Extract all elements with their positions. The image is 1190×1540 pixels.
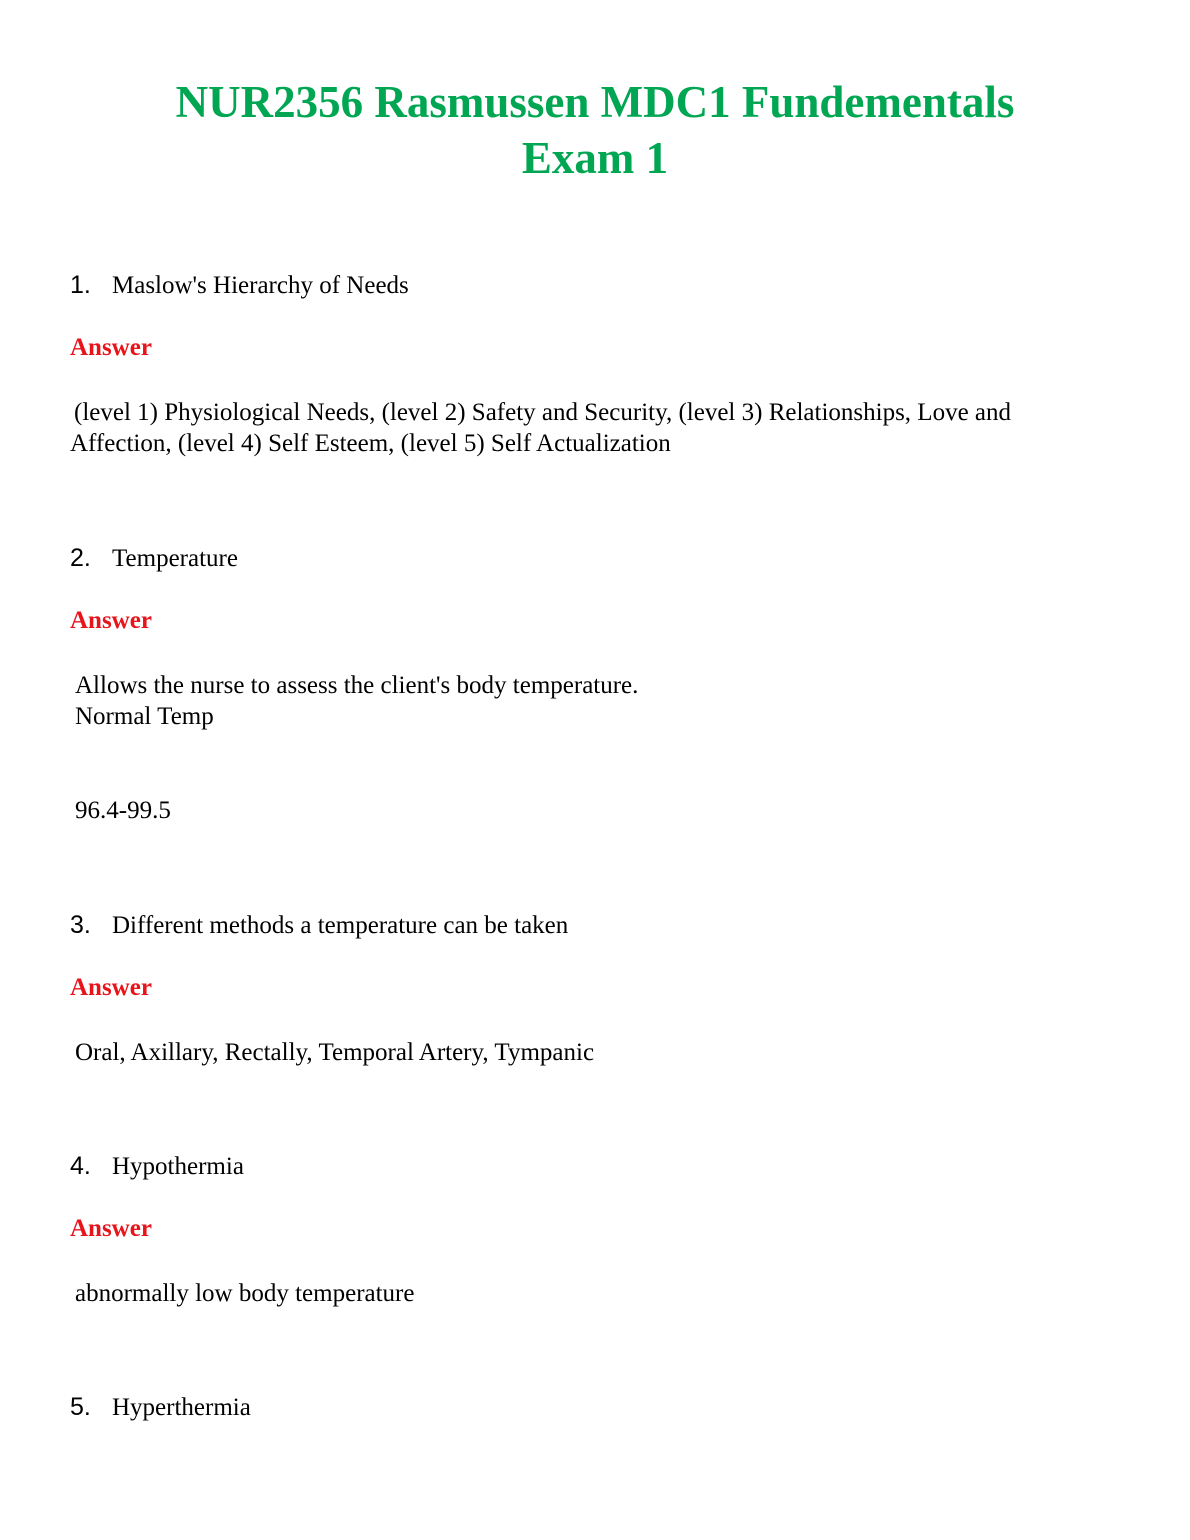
question-number: 1. <box>70 271 91 299</box>
question-text: Maslow's Hierarchy of Needs <box>112 272 409 299</box>
title-line-2: Exam 1 <box>521 133 669 183</box>
answer-label: Answer <box>70 974 152 1001</box>
question-number: 4. <box>70 1152 91 1180</box>
question-text: Different methods a temperature can be taken <box>112 912 569 939</box>
answer-label: Answer <box>70 1215 152 1242</box>
question-2 <box>70 544 238 573</box>
question-text: Temperature <box>112 545 238 572</box>
question-text: Hypothermia <box>112 1153 244 1180</box>
answer-text-line: 96.4-99.5 <box>75 797 171 824</box>
question-5 <box>70 1393 251 1422</box>
answer-text-line: Normal Temp <box>75 703 214 730</box>
question-number: 5. <box>70 1393 91 1421</box>
question-1 <box>70 271 409 300</box>
answer-text-line: Oral, Axillary, Rectally, Temporal Artery, Tympanic <box>75 1039 595 1066</box>
question-3 <box>70 911 568 940</box>
question-4 <box>70 1152 244 1181</box>
question-number: 2. <box>70 544 91 572</box>
answer-label: Answer <box>70 607 152 634</box>
answer-text-line: Allows the nurse to assess the client's body temperature. <box>75 672 639 699</box>
question-text: Hyperthermia <box>112 1394 251 1421</box>
answer-label: Answer <box>70 334 152 361</box>
question-number: 3. <box>70 911 91 939</box>
answer-text-line: (level 1) Physiological Needs, (level 2) Safety and Security, (level 3) Relationships, Love and <box>74 399 1012 426</box>
answer-text-line: abnormally low body temperature <box>75 1280 415 1307</box>
answer-text-line: Affection, (level 4) Self Esteem, (level 5) Self Actualization <box>70 430 671 457</box>
page-title <box>60 74 1130 186</box>
title-line-1: NUR2356 Rasmussen MDC1 Fundementals <box>175 77 1015 127</box>
